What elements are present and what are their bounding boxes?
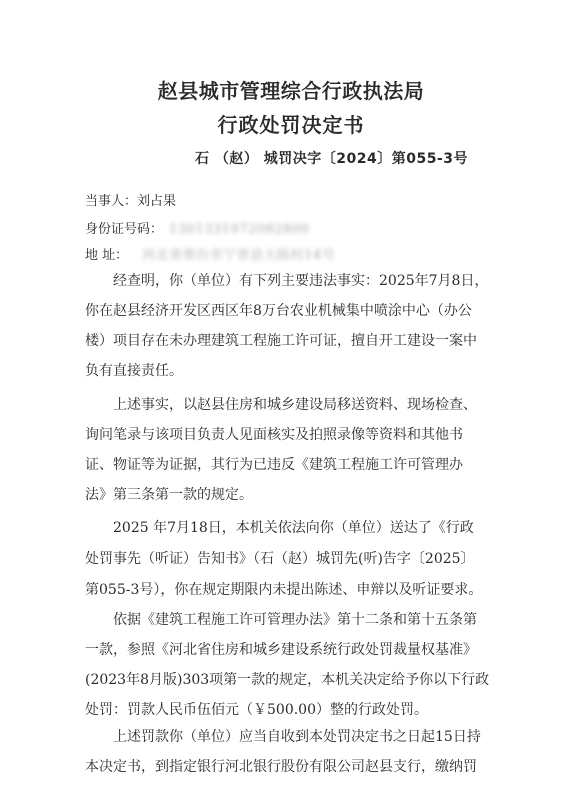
facts-paragraph	[85, 266, 505, 386]
party-name-value: 刘占果	[137, 194, 177, 209]
paragraph-line: 询问笔录与该项目负责人见面核实及拍照录像等资料和其他书	[85, 427, 463, 443]
party-id-row	[85, 218, 309, 237]
party-id-value-redacted: 1301331972082800	[169, 222, 310, 237]
paragraph-line: 你在赵县经济开发区西区年8万台农业机械集中喷涂中心（办公	[85, 303, 472, 319]
paragraph-line: 本决定书，到指定银行河北银行股份有限公司赵县支行，缴纳罚	[85, 759, 477, 775]
party-id-label: 身份证号码：	[85, 222, 164, 237]
paragraph-line: 上述罚款你（单位）应当自收到本处罚决定书之日起15日持	[113, 729, 481, 745]
paragraph-line: (2023年8月版)303项第一款的规定，本机关决定给予你以下行政	[85, 672, 490, 688]
document-title: 行政处罚决定书	[217, 113, 365, 137]
party-address-row	[85, 244, 335, 263]
paragraph-line: 负有直接责任。	[85, 363, 183, 379]
paragraph-line: 证、物证等为证据，其行为已违反《建筑工程施工许可管理办	[85, 457, 463, 473]
paragraph-line: 第055-3号），你在规定期限内未提出陈述、申辩以及听证要求。	[85, 582, 483, 598]
party-address-label: 地 址：	[85, 248, 129, 263]
paragraph-line: 2025 年7月18日，本机关依法向你（单位）送达了《行政	[113, 520, 474, 536]
payment-paragraph	[85, 722, 505, 782]
paragraph-line: 一款，参照《河北省住房和城乡建设系统行政处罚裁量权基准》	[85, 642, 477, 658]
penalty-basis-paragraph	[85, 605, 505, 725]
paragraph-line: 楼）项目存在未办理建筑工程施工许可证，擅自开工建设一案中	[85, 333, 477, 349]
paragraph-line: 依据《建筑工程施工许可管理办法》第十二条和第十五条第	[113, 612, 477, 628]
agency-title: 赵县城市管理综合行政执法局	[157, 79, 425, 103]
paragraph-line: 处罚：罚款人民币伍佰元（￥500.00）整的行政处罚。	[85, 702, 428, 718]
paragraph-line: 经查明，你（单位）有下列主要违法事实：2025年7月8日，	[113, 273, 489, 289]
notice-paragraph	[85, 513, 505, 606]
evidence-paragraph	[85, 390, 505, 510]
party-address-value-redacted: 河北省邢台市宁晋县大陆村14号	[142, 248, 336, 263]
paragraph-line: 处罚事先（听证）告知书》（石（赵）城罚先(听)告字〔2025〕	[85, 551, 475, 567]
document-number: 石 （赵） 城罚决字〔2024〕第055-3号	[195, 151, 468, 167]
party-name-label: 当事人：	[85, 194, 138, 209]
paragraph-line: 上述事实，以赵县住房和城乡建设局移送资料、现场检查、	[113, 397, 477, 413]
paragraph-line: 法》第三条第一款的规定。	[85, 487, 253, 503]
party-name-row	[85, 190, 176, 209]
